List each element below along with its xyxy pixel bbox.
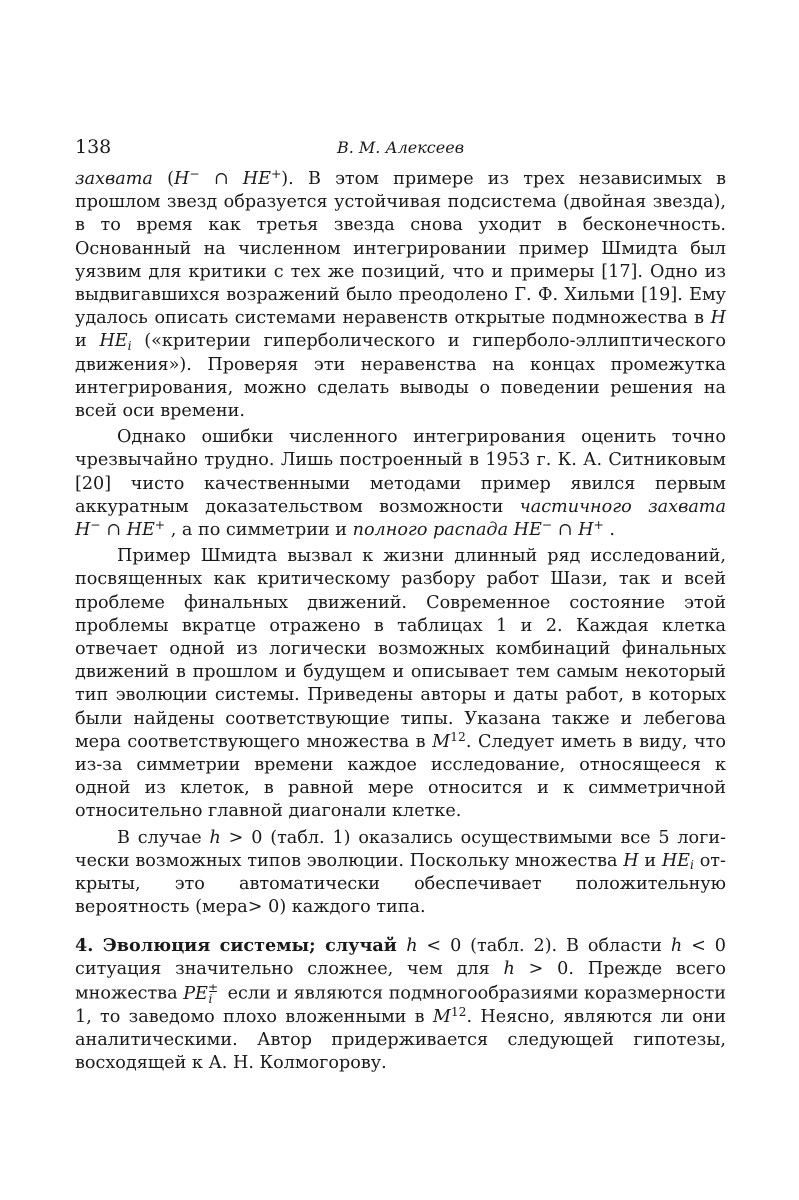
body-text <box>75 168 726 1075</box>
formula-partial-capture: H− ∩ HE+ <box>75 517 166 541</box>
page <box>75 128 726 1075</box>
running-head: В. М. Алексеев <box>336 138 465 157</box>
formula-partial-capture: H− ∩ HE+ <box>173 166 282 189</box>
term-capture: захвата <box>75 169 153 189</box>
paragraph-1: захвата (H− ∩ HE+). В этом примере из трех независимых в прошлом звезд образуется устойчивая подсистема (двойная звезда), в то время как третья звезда снова уходит в бесконечность. Основанный на численном интегрировании пример Шмидта был уязвим для критики с тех же позиций, что и примеры [17]. Одно из выдвигавшихся возражений было преодолено Г. Ф. Хильми [19]. Ему удалось описать системами неравенств открытые подмножества в H и $HE_i$ («критерии гиперболического и гиперболо-эллиптического движения»). Проверяя эти неравенства на концах промежутка интегрирования, можно сделать выводы о поведении решения на всей оси времени. <box>75 166 726 422</box>
formula-pe-i: PE ± i <box>183 980 219 1006</box>
section-heading: 4. Эволюция системы; случай h < 0 <box>75 934 462 956</box>
page-number: 138 <box>75 136 112 158</box>
paragraph-5-section-4: 4. Эволюция системы; случай h < 0 (табл. 2). В области h < 0 ситуация значительно сложнее, чем для h > 0. Прежде всего множества PE ± i если и являются подмногообразиями коразмерности 1, то заведомо плохо вложенными в $M^{12}$. Неясно, являются ли они аналитическими. Автор придерживается следующей гипотезы, восходящей к А. Н. Колмогорову. <box>75 934 726 1074</box>
formula-complete-breakup: HE− ∩ H+ <box>513 517 604 541</box>
page-header <box>75 128 726 168</box>
paragraph-2: Однако ошибки численного интегрирования оценить точно чрезвычайно трудно. Лишь построенный в 1953 г. К. А. Ситниковым [20] чисто качественными методами пример явился первым аккуратным доказательством возможности частичного захвата H− ∩ HE+ , а по симметрии и полного распада HE− ∩ H+ . <box>75 427 726 541</box>
term-partial-capture: частичного захвата <box>519 496 726 517</box>
paragraph-4: В случае h > 0 (табл. 1) оказались осуществимыми все 5 логически возможных типов эволюции. Поскольку множества H и $HE_i$ открыты, это автоматически обеспечивает положительную вероятность (мера> 0) каждого типа. <box>75 827 726 918</box>
formula-phase-space: $M^{12}$ <box>432 1004 467 1027</box>
paragraph-3: Пример Шмидта вызвал к жизни длинный ряд исследований, посвященных как критическому разбору работ Шази, так и всей проблеме финальных движений. Современное состояние этой проблемы вкратце отражено в таблицах 1 и 2. Каждая клетка отвечает одной из логически возможных комбинаций финальных движений в прошлом и будущем и описывает тем самым некоторый тип эволюции системы. Приведены авторы и даты работ, в которых были найдены соответствующие типы. Указана также и лебегова мера соответствующего множества в $M^{12}$. Следует иметь в виду, что из-за симметрии времени каждое исследование, относящееся к одной из клеток, в равной мере относится и к симметричной относительно главной диагонали клетке. <box>75 546 726 822</box>
term-complete-breakup: полного распада <box>352 520 509 541</box>
formula-phase-space: $M^{12}$ <box>432 729 466 752</box>
